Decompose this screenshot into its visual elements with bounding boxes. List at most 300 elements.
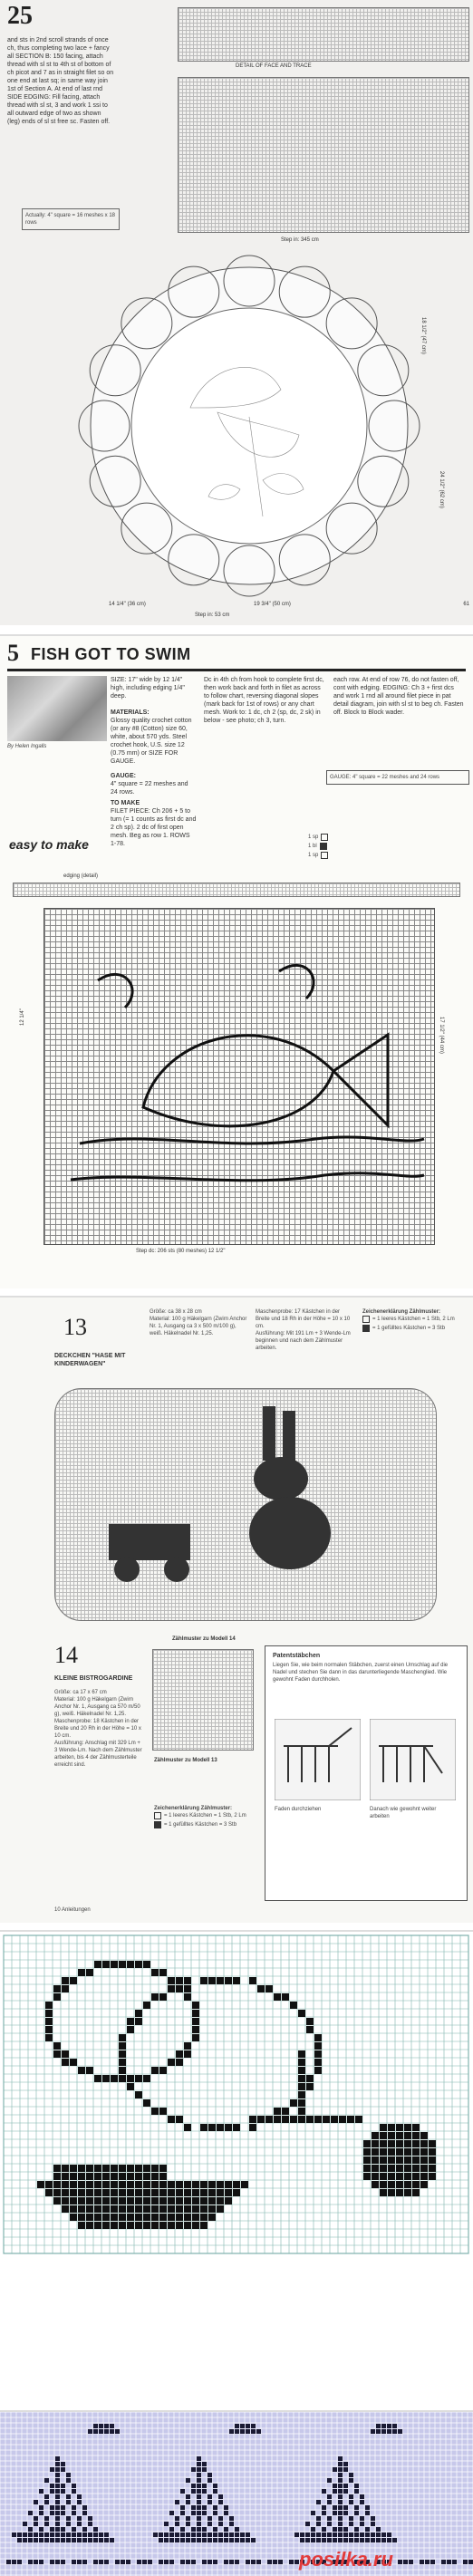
filled-cell [34, 2533, 38, 2537]
filled-cell [82, 2560, 87, 2564]
filled-cell [392, 2538, 397, 2542]
filled-cell [102, 2173, 110, 2180]
filled-cell [338, 2494, 343, 2499]
filled-cell [208, 2538, 212, 2542]
filled-cell [360, 2516, 364, 2521]
filled-cell [70, 2205, 77, 2213]
legend-14-empty: = 1 leeres Kästchen = 1 Stb, 2 Lm [154, 1812, 254, 1819]
filled-cell [333, 2467, 337, 2472]
gauge-box: GAUGE: 4" square = 22 meshes and 24 rows [326, 770, 469, 785]
filled-cell [119, 2075, 126, 2082]
filled-cell [202, 2462, 207, 2466]
dim-side-2: 12 1/4" [20, 1008, 25, 1026]
filled-cell [235, 2560, 239, 2564]
filled-cell [77, 2560, 82, 2564]
filled-cell [213, 2527, 217, 2532]
filled-cell [376, 2533, 381, 2537]
filled-cell [164, 2533, 169, 2537]
filled-cell [349, 2533, 353, 2537]
filled-cell [135, 1961, 142, 1968]
filled-cell [403, 2560, 408, 2564]
filled-cell [82, 2511, 87, 2515]
filled-cell [372, 2173, 379, 2180]
filled-cell [371, 2538, 375, 2542]
filled-cell [246, 2538, 250, 2542]
filled-cell [77, 2533, 82, 2537]
filled-cell [229, 2516, 234, 2521]
filled-cell [184, 2197, 191, 2205]
filled-cell [135, 2181, 142, 2188]
filled-cell [396, 2148, 403, 2156]
filled-cell [135, 2091, 142, 2098]
filled-cell [208, 2181, 216, 2188]
filled-cell [127, 2197, 134, 2205]
filled-cell [55, 2494, 60, 2499]
filled-cell [327, 2500, 332, 2504]
gauge-heading: GAUGE: [111, 773, 136, 779]
filled-cell [94, 2173, 101, 2180]
filled-cell [28, 2527, 33, 2532]
filled-cell [314, 2042, 322, 2050]
filled-cell [338, 2456, 343, 2461]
filled-cell [192, 2002, 199, 2009]
filled-cell [363, 2165, 371, 2172]
filled-cell [316, 2500, 321, 2504]
filled-cell [191, 2560, 196, 2564]
filled-cell [197, 2527, 201, 2532]
filled-cell [412, 2181, 420, 2188]
filled-cell [93, 2560, 98, 2564]
filled-cell [55, 2462, 60, 2466]
filled-cell [338, 2489, 343, 2494]
filled-cell [311, 2511, 315, 2515]
make-heading: TO MAKE [111, 800, 140, 806]
filled-cell [72, 2484, 76, 2488]
filled-cell [159, 2189, 167, 2196]
filled-cell [39, 2560, 43, 2564]
filled-cell [127, 2075, 134, 2082]
filled-cell [360, 2538, 364, 2542]
filled-cell [62, 2059, 69, 2066]
filled-cell [143, 2075, 150, 2082]
filled-cell [55, 2478, 60, 2483]
filled-cell [218, 2522, 223, 2526]
filled-cell [12, 2560, 16, 2564]
filled-cell [208, 2197, 216, 2205]
legend-13-head: Zeichenerklärung Zählmuster: [362, 1309, 441, 1315]
filled-cell [143, 2173, 150, 2180]
filled-cell [53, 2197, 61, 2205]
filled-cell [94, 2181, 101, 2188]
filled-cell [135, 2214, 142, 2221]
filled-cell [45, 2026, 53, 2033]
filled-cell [99, 2429, 103, 2434]
filled-cell [119, 2189, 126, 2196]
legend-14 [154, 1805, 254, 1830]
filled-cell [387, 2429, 391, 2434]
filled-cell [66, 2522, 71, 2526]
filled-cell [39, 2527, 43, 2532]
filled-cell [294, 2533, 299, 2537]
filled-cell [347, 2116, 354, 2123]
filled-cell [306, 2083, 314, 2090]
filled-cell [34, 2522, 38, 2526]
filled-cell [316, 2538, 321, 2542]
filled-cell [208, 2124, 216, 2131]
filled-cell [197, 2478, 201, 2483]
filled-cell [412, 2148, 420, 2156]
filled-cell [225, 2181, 232, 2188]
filled-cell [333, 2527, 337, 2532]
filled-cell [224, 2511, 228, 2515]
filled-cell [257, 2116, 265, 2123]
filled-cell [412, 2140, 420, 2147]
filled-cell [197, 2489, 201, 2494]
filled-cell [39, 2489, 43, 2494]
filled-cell [111, 2197, 118, 2205]
filled-cell [314, 2116, 322, 2123]
filled-cell [66, 2500, 71, 2504]
filled-cell [111, 2173, 118, 2180]
filled-cell [135, 2205, 142, 2213]
filled-cell [191, 2467, 196, 2472]
filled-cell [192, 2197, 199, 2205]
size-text: SIZE: 17" wide by 12 1/4" high, including edging 1/4" deep. [111, 677, 185, 699]
filled-cell [429, 2173, 436, 2180]
filled-cell [61, 2538, 65, 2542]
filled-cell [388, 2148, 395, 2156]
filled-cell [94, 2075, 101, 2082]
filled-cell [213, 2533, 217, 2537]
filled-cell [380, 2148, 387, 2156]
filled-cell [429, 2156, 436, 2164]
filled-cell [200, 2214, 208, 2221]
doily-photo [7, 676, 107, 741]
filled-cell [127, 2026, 134, 2033]
filled-cell [94, 2214, 101, 2221]
pattern-number-5: 5 [7, 640, 19, 666]
filled-cell [159, 2067, 167, 2074]
filled-cell [273, 2560, 277, 2564]
filled-cell [82, 2527, 87, 2532]
filled-cell [322, 2533, 326, 2537]
dim-height-b: 24 1/2" (62 cm) [439, 471, 444, 508]
filled-cell [392, 2424, 397, 2428]
filled-cell [168, 2181, 175, 2188]
filled-cell [94, 2222, 101, 2229]
filled-cell [159, 1993, 167, 2001]
dim-width-left: 14 1/4" (36 cm) [109, 602, 146, 607]
chart-14-label: Zählmuster zu Modell 14 [172, 1636, 236, 1642]
filled-cell [86, 2197, 93, 2205]
filled-cell [127, 2214, 134, 2221]
filled-cell [55, 2516, 60, 2521]
filled-cell [86, 2222, 93, 2229]
filled-cell [6, 2560, 11, 2564]
filled-cell [197, 2484, 201, 2488]
filled-cell [53, 2181, 61, 2188]
filled-cell [343, 2511, 348, 2515]
filled-cell [290, 2099, 297, 2107]
filled-cell [72, 2527, 76, 2532]
filled-cell [53, 2050, 61, 2058]
filled-cell [371, 2516, 375, 2521]
filled-cell [143, 2165, 150, 2172]
filled-cell [82, 2533, 87, 2537]
filled-cell [338, 2478, 343, 2483]
corner-chart [178, 77, 469, 233]
filled-cell [349, 2522, 353, 2526]
filled-cell [441, 2560, 446, 2564]
filled-cell [396, 2156, 403, 2164]
filled-cell [72, 2538, 76, 2542]
filled-cell [208, 2189, 216, 2196]
filled-cell [119, 2067, 126, 2074]
filled-cell [298, 2091, 305, 2098]
filled-cell [229, 2522, 234, 2526]
filled-cell [184, 1993, 191, 2001]
filled-cell [82, 2505, 87, 2510]
filled-cell [360, 2500, 364, 2504]
filled-cell [61, 2511, 65, 2515]
filled-cell [102, 2189, 110, 2196]
filled-cell [66, 2533, 71, 2537]
filled-cell [429, 2148, 436, 2156]
filled-cell [192, 2181, 199, 2188]
filled-cell [66, 2473, 71, 2477]
panel-25-doily [0, 0, 473, 625]
filled-cell [168, 2205, 175, 2213]
filled-cell [200, 1977, 208, 1984]
filled-cell [151, 2205, 159, 2213]
fish-motif [43, 908, 433, 1243]
filled-cell [119, 2222, 126, 2229]
filled-cell [349, 2473, 353, 2477]
filled-cell [316, 2522, 321, 2526]
filled-cell [111, 1961, 118, 1968]
filled-cell [338, 2462, 343, 2466]
filled-cell [88, 2533, 92, 2537]
filled-cell [111, 2222, 118, 2229]
filled-cell [86, 2181, 93, 2188]
filled-cell [50, 2505, 54, 2510]
filled-cell [197, 2456, 201, 2461]
filled-square-icon [362, 1325, 370, 1332]
filled-cell [93, 2429, 98, 2434]
filled-cell [208, 2533, 212, 2537]
filled-cell [102, 2165, 110, 2172]
filled-cell [371, 2533, 375, 2537]
filled-cell [175, 2516, 179, 2521]
filled-cell [45, 2002, 53, 2009]
filled-cell [111, 2181, 118, 2188]
filled-cell [169, 2533, 174, 2537]
filled-cell [218, 2516, 223, 2521]
filled-cell [186, 2538, 190, 2542]
filled-cell [380, 2165, 387, 2172]
filled-cell [180, 2527, 185, 2532]
filled-cell [311, 2538, 315, 2542]
filled-cell [176, 1985, 183, 1992]
filled-cell [50, 2560, 54, 2564]
filled-cell [62, 2205, 69, 2213]
filled-cell [197, 2516, 201, 2521]
filled-cell [86, 1969, 93, 1976]
filled-cell [229, 2538, 234, 2542]
filled-cell [213, 2538, 217, 2542]
filled-cell [164, 2522, 169, 2526]
filled-cell [17, 2538, 22, 2542]
filled-cell [62, 1977, 69, 1984]
filled-cell [217, 2205, 224, 2213]
filled-cell [371, 2429, 375, 2434]
filled-cell [202, 2467, 207, 2472]
filled-cell [213, 2511, 217, 2515]
filled-cell [159, 2533, 163, 2537]
filled-cell [398, 2560, 402, 2564]
filled-cell [37, 2181, 44, 2188]
filled-cell [327, 2538, 332, 2542]
filled-cell [176, 2197, 183, 2205]
filled-cell [202, 2538, 207, 2542]
filled-cell [338, 2533, 343, 2537]
filled-cell [135, 2173, 142, 2180]
filled-cell [387, 2424, 391, 2428]
filled-cell [72, 2489, 76, 2494]
filled-cell [62, 2197, 69, 2205]
filled-cell [53, 1993, 61, 2001]
filled-cell [354, 2505, 359, 2510]
filled-cell [104, 2538, 109, 2542]
filled-cell [78, 2222, 85, 2229]
filled-cell [135, 2222, 142, 2229]
filled-cell [111, 2214, 118, 2221]
filled-cell [176, 2050, 183, 2058]
filled-cell [168, 2214, 175, 2221]
filled-cell [217, 1977, 224, 1984]
filled-cell [396, 2181, 403, 2188]
filled-cell [327, 2494, 332, 2499]
filled-cell [363, 2156, 371, 2164]
filled-cell [208, 2205, 216, 2213]
filled-cell [45, 2181, 53, 2188]
filled-cell [159, 2538, 163, 2542]
filled-cell [380, 2173, 387, 2180]
filled-cell [343, 2533, 348, 2537]
filled-cell [184, 1977, 191, 1984]
filled-cell [104, 2424, 109, 2428]
text-13-a: Größe: ca 38 x 28 cm Material: 100 g Häkelgarn (Zwirn Anchor Nr. 1, Ausgang ca 3 x 500 m/100 g), weiß. Häkelnadel Nr. 1,25. [150, 1309, 247, 1336]
filled-cell [197, 2538, 201, 2542]
filled-cell [119, 2050, 126, 2058]
filled-cell [86, 2165, 93, 2172]
filled-cell [229, 2560, 234, 2564]
filled-cell [50, 2467, 54, 2472]
filled-cell [168, 2189, 175, 2196]
filled-cell [169, 2527, 174, 2532]
filled-cell [28, 2538, 33, 2542]
filled-cell [53, 2173, 61, 2180]
filled-cell [240, 2429, 245, 2434]
filled-cell [225, 2189, 232, 2196]
filled-cell [197, 2533, 201, 2537]
filled-cell [298, 2075, 305, 2082]
filled-cell [143, 2189, 150, 2196]
filled-cell [192, 2205, 199, 2213]
filled-cell [72, 2533, 76, 2537]
filled-cell [333, 2533, 337, 2537]
filled-cell [289, 2560, 294, 2564]
filled-cell [28, 2533, 33, 2537]
filled-cell [168, 2197, 175, 2205]
filled-cell [50, 2511, 54, 2515]
filled-cell [388, 2165, 395, 2172]
filled-cell [468, 2560, 473, 2564]
filled-cell [186, 2478, 190, 2483]
filled-cell [77, 2500, 82, 2504]
filled-cell [78, 2165, 85, 2172]
filled-cell [246, 2424, 250, 2428]
filled-cell [314, 2034, 322, 2041]
filled-cell [151, 2108, 159, 2115]
dim-bottom: Step dc: 206 sts (80 meshes) 12 1/2" [136, 1249, 226, 1254]
filled-cell [168, 1985, 175, 1992]
filled-cell [111, 2205, 118, 2213]
filled-cell [119, 2173, 126, 2180]
filled-cell [70, 2214, 77, 2221]
filled-cell [110, 2538, 114, 2542]
filled-cell [23, 2538, 27, 2542]
filled-cell [327, 2522, 332, 2526]
filled-cell [376, 2429, 381, 2434]
filled-cell [153, 2533, 158, 2537]
filled-cell [202, 2484, 207, 2488]
filled-cell [380, 2124, 387, 2131]
filled-cell [200, 2222, 208, 2229]
filled-cell [55, 2533, 60, 2537]
filled-cell [62, 2189, 69, 2196]
filled-cell [62, 2181, 69, 2188]
filled-cell [39, 2533, 43, 2537]
filled-cell [412, 2189, 420, 2196]
filled-cell [217, 2124, 224, 2131]
filled-cell [180, 2560, 185, 2564]
filled-cell [39, 2511, 43, 2515]
filled-cell [322, 2527, 326, 2532]
filled-cell [184, 2189, 191, 2196]
filled-cell [119, 2181, 126, 2188]
filled-cell [17, 2560, 22, 2564]
filled-cell [55, 2456, 60, 2461]
filled-cell [192, 2010, 199, 2017]
filled-cell [354, 2484, 359, 2488]
filled-cell [314, 2050, 322, 2058]
dim-height-a: 18 1/2" (47 cm) [420, 317, 426, 354]
filled-cell [175, 2538, 179, 2542]
filled-cell [240, 2533, 245, 2537]
filled-cell [404, 2148, 411, 2156]
filled-cell [44, 2478, 49, 2483]
filled-cell [249, 2116, 256, 2123]
filled-cell [274, 2108, 281, 2115]
filled-cell [135, 2197, 142, 2205]
photo-caption: By Helen Ingalls [7, 744, 47, 749]
filled-cell [66, 2516, 71, 2521]
filled-cell [392, 2429, 397, 2434]
filled-cell [338, 2538, 343, 2542]
filled-cell [197, 2462, 201, 2466]
filled-cell [233, 1977, 240, 1984]
